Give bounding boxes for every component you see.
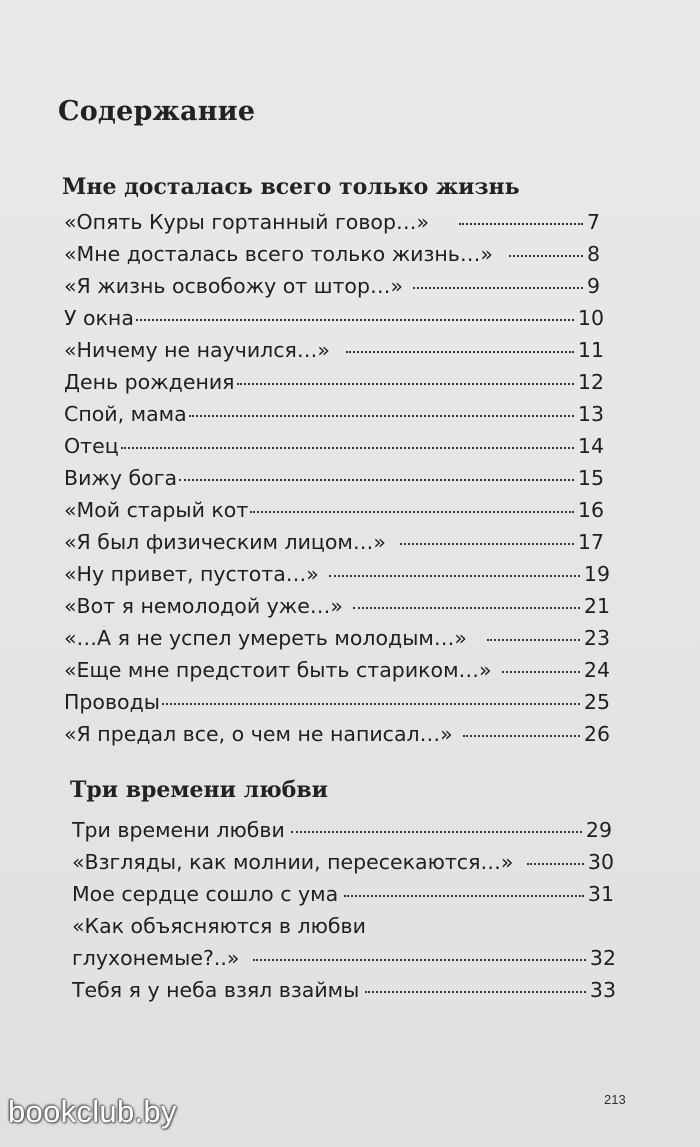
entry-page: 31 bbox=[587, 882, 614, 906]
entry-page: 11 bbox=[577, 338, 604, 362]
dot-leader bbox=[463, 735, 580, 737]
entry-title-line1: «Как объясняются в любви bbox=[72, 914, 366, 938]
dot-leader bbox=[413, 287, 583, 289]
entry-title: «Вот я немолодой уже…» bbox=[64, 594, 343, 618]
entry-page: 26 bbox=[583, 722, 610, 746]
dot-leader bbox=[527, 863, 583, 865]
toc-entry bbox=[64, 242, 600, 266]
dot-leader bbox=[291, 831, 582, 833]
entry-title: «…А я не успел умереть молодым…» bbox=[64, 626, 467, 650]
entry-title: Спой, мама bbox=[64, 402, 187, 426]
entry-title: У окна bbox=[64, 306, 134, 330]
entry-title: Вижу бога bbox=[64, 466, 178, 490]
entry-page: 21 bbox=[583, 594, 610, 618]
entry-page: 8 bbox=[586, 242, 600, 266]
dot-leader bbox=[344, 895, 584, 897]
dot-leader bbox=[237, 383, 574, 385]
entry-page: 29 bbox=[585, 818, 612, 842]
entry-title: Мое сердце сошло с ума bbox=[72, 882, 339, 906]
entry-page: 25 bbox=[583, 690, 610, 714]
dot-leader bbox=[353, 607, 580, 609]
dot-leader bbox=[509, 255, 583, 257]
entry-page: 16 bbox=[577, 498, 604, 522]
toc-entry bbox=[64, 338, 604, 362]
entry-title: «Опять Куры гортанный говор…» bbox=[64, 210, 430, 234]
toc-entry bbox=[64, 370, 604, 394]
dot-leader bbox=[250, 511, 574, 513]
entry-page: 14 bbox=[577, 434, 604, 458]
entry-page: 13 bbox=[577, 402, 604, 426]
dot-leader bbox=[459, 223, 583, 225]
entry-page: 15 bbox=[577, 466, 604, 490]
entry-page: 32 bbox=[589, 946, 616, 970]
entry-title: «Еще мне предстоит быть стариком…» bbox=[64, 658, 492, 682]
entry-page: 17 bbox=[577, 530, 604, 554]
entry-title: Проводы bbox=[64, 690, 160, 714]
entry-page: 24 bbox=[583, 658, 610, 682]
toc-entry bbox=[64, 466, 604, 490]
dot-leader bbox=[502, 671, 580, 673]
entry-title: глухонемые?..» bbox=[72, 946, 240, 970]
entry-title: «Мне досталась всего только жизнь…» bbox=[64, 242, 493, 266]
dot-leader bbox=[329, 575, 580, 577]
entry-title: Тебя я у неба взял взаймы bbox=[72, 978, 360, 1002]
toc-entry bbox=[64, 626, 610, 650]
entry-page: 30 bbox=[587, 850, 614, 874]
page-title: Содержание bbox=[58, 96, 256, 127]
entry-page: 33 bbox=[589, 978, 616, 1002]
dot-leader bbox=[189, 415, 574, 417]
entry-page: 12 bbox=[577, 370, 604, 394]
entry-title: «Я предал все, о чем не написал…» bbox=[64, 722, 453, 746]
entry-page: 23 bbox=[583, 626, 610, 650]
dot-leader bbox=[179, 479, 574, 481]
toc-entry bbox=[72, 978, 616, 1002]
toc-entry bbox=[72, 850, 614, 874]
toc-entry bbox=[64, 594, 610, 618]
dot-leader bbox=[487, 639, 580, 641]
toc-entry bbox=[64, 274, 600, 298]
entry-title: «Ничему не научился…» bbox=[64, 338, 330, 362]
entry-title: «Мой старый кот bbox=[64, 498, 249, 522]
dot-leader bbox=[121, 447, 574, 449]
toc-entry bbox=[64, 306, 604, 330]
page-number: 213 bbox=[604, 1092, 626, 1107]
toc-entry bbox=[64, 722, 610, 746]
toc-entry bbox=[64, 530, 604, 554]
entry-title: День рождения bbox=[64, 370, 235, 394]
toc-entry bbox=[64, 658, 610, 682]
toc-entry bbox=[72, 946, 616, 970]
toc-entry bbox=[64, 402, 604, 426]
toc-entry bbox=[64, 434, 604, 458]
entry-page: 19 bbox=[583, 562, 610, 586]
dot-leader bbox=[346, 351, 574, 353]
entry-title: «Ну привет, пустота…» bbox=[64, 562, 319, 586]
dot-leader bbox=[365, 991, 586, 993]
toc-entry bbox=[64, 690, 610, 714]
entry-title: Три времени любви bbox=[72, 818, 285, 842]
toc-entry bbox=[72, 882, 614, 906]
dot-leader bbox=[136, 319, 574, 321]
dot-leader bbox=[253, 959, 585, 961]
toc-entry bbox=[64, 210, 600, 234]
dot-leader bbox=[400, 543, 574, 545]
entry-title: «Я жизнь освобожу от штор…» bbox=[64, 274, 404, 298]
entry-page: 9 bbox=[586, 274, 600, 298]
toc-entry bbox=[64, 562, 610, 586]
entry-title: «Я был физическим лицом…» bbox=[64, 530, 386, 554]
toc-entry bbox=[64, 498, 604, 522]
dot-leader bbox=[162, 703, 580, 705]
section-heading: Три времени любви bbox=[70, 777, 328, 803]
toc-entry bbox=[72, 818, 612, 842]
watermark-logo: bookclub.by bbox=[8, 1094, 177, 1129]
entry-page: 10 bbox=[577, 306, 604, 330]
section-heading: Мне досталась всего только жизнь bbox=[62, 174, 520, 200]
entry-page: 7 bbox=[586, 210, 600, 234]
entry-title: Отец bbox=[64, 434, 119, 458]
entry-title: «Взгляды, как молнии, пересекаются…» bbox=[72, 850, 514, 874]
